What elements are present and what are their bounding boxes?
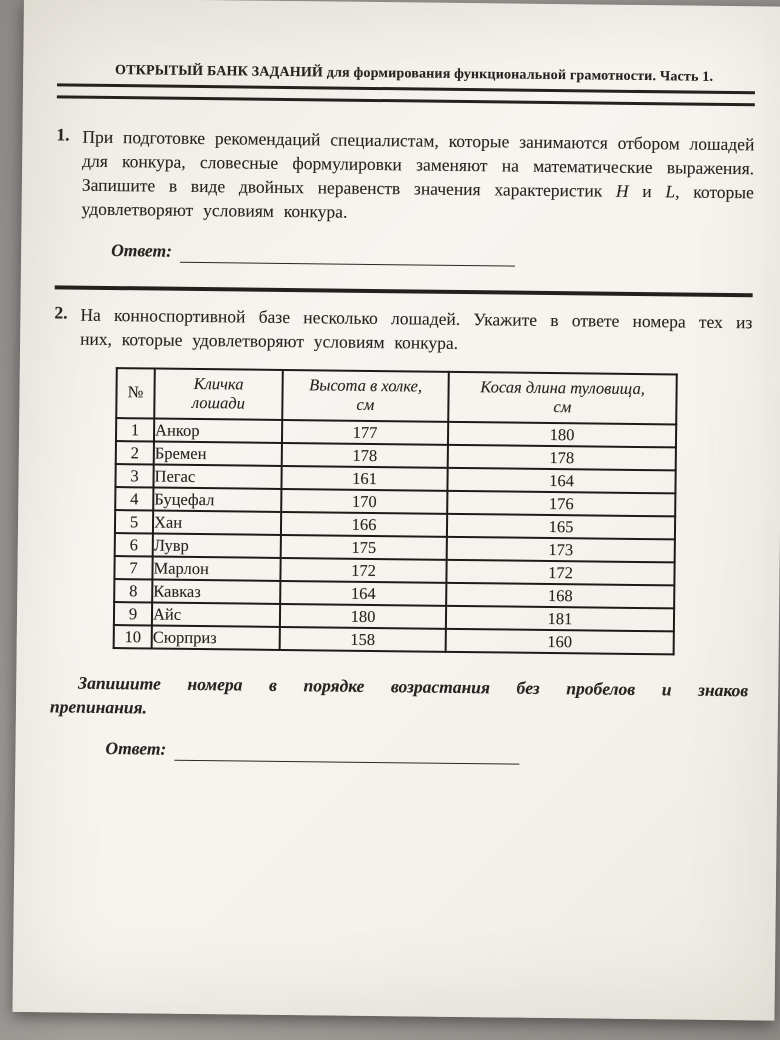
task-1-answer-label: Ответ: — [111, 239, 173, 261]
cell-length: 168 — [446, 583, 674, 609]
cell-number: 5 — [115, 510, 153, 533]
cell-height: 158 — [280, 627, 446, 652]
section-divider — [55, 285, 753, 297]
cell-number: 9 — [114, 602, 152, 625]
cell-name: Анкор — [154, 418, 282, 442]
cell-number: 6 — [115, 533, 153, 556]
header-cell-height: Высота в холке, см — [282, 370, 449, 422]
cell-name: Кавказ — [152, 579, 280, 603]
cell-length: 176 — [447, 491, 675, 517]
cell-length: 181 — [446, 606, 674, 632]
cell-height: 177 — [282, 420, 448, 445]
paper-sheet — [12, 0, 780, 1021]
task-1-answer-line — [180, 240, 515, 266]
cell-height: 166 — [281, 512, 447, 537]
cell-length: 165 — [447, 514, 675, 540]
cell-height: 172 — [280, 558, 446, 583]
cell-height: 164 — [280, 581, 446, 606]
task-1-number: 1. — [56, 124, 70, 145]
cell-number: 10 — [114, 625, 152, 648]
cell-number: 8 — [114, 579, 152, 602]
task-1-text-mid: и — [628, 181, 666, 202]
cell-height: 180 — [280, 604, 446, 629]
cell-number: 3 — [115, 464, 153, 487]
header-cell-name: Кличка лошади — [154, 368, 283, 419]
task-1 — [55, 124, 754, 228]
task-1-text-part1: При подготовке рекомендаций специалистам, которые занимаются отбором лошадей для конкура, словесные формулировки заменяют на математические выражения. Запишите в виде двойных неравенств значения характеристик — [81, 126, 755, 202]
cell-height: 175 — [281, 535, 447, 560]
header-cell-length: Косая длина туловища, см — [448, 372, 677, 425]
cell-name: Лувр — [153, 533, 281, 557]
header-cell-number: № — [116, 368, 155, 418]
variable-h: H — [615, 181, 629, 202]
cell-number: 2 — [116, 441, 154, 464]
task-2-number: 2. — [54, 301, 68, 323]
cell-length: 180 — [448, 422, 676, 448]
cell-name: Марлон — [152, 556, 280, 580]
task-1-text-part2: , которые удовлетворяют условиям конкура. — [81, 181, 754, 223]
cell-length: 178 — [448, 445, 676, 471]
task-1-text — [81, 125, 754, 229]
cell-length: 160 — [446, 629, 674, 655]
cell-name: Пегас — [153, 464, 281, 488]
cell-height: 170 — [281, 489, 447, 514]
horses-table — [113, 367, 678, 655]
task-2-answer-label: Ответ: — [105, 737, 167, 759]
task-2-text: На конноспортивной базе несколько лошадей. Укажите в ответе номера тех из них, которые удовлетворяют условиям конкура. — [80, 304, 753, 353]
variable-l: L — [665, 181, 676, 202]
document-header-title: ОТКРЫТЫЙ БАНК ЗАДАНИЙ для формирования функциональной грамотности. Часть 1. — [114, 63, 714, 85]
cell-height: 178 — [282, 443, 448, 468]
document-content — [15, 0, 780, 767]
cell-height: 161 — [281, 466, 447, 491]
task-1-answer-row — [111, 240, 753, 269]
table-header-row — [116, 368, 677, 424]
header-double-rule — [57, 83, 755, 106]
cell-number: 1 — [116, 418, 154, 441]
cell-name: Буцефал — [153, 487, 281, 511]
cell-name: Айс — [152, 602, 280, 626]
cell-name: Бремен — [154, 441, 282, 465]
cell-name: Сюрприз — [152, 625, 280, 649]
task-2-answer-line — [174, 739, 519, 765]
task-2-answer-row — [105, 738, 747, 767]
cell-length: 172 — [446, 560, 674, 586]
cell-number: 4 — [115, 487, 153, 510]
cell-name: Хан — [153, 510, 281, 534]
task-2-note: Запишите номера в порядке возрастания без пробелов и знаков препинания. — [49, 672, 749, 718]
cell-number: 7 — [114, 556, 152, 579]
task-2 — [54, 302, 753, 358]
cell-length: 164 — [447, 468, 675, 494]
cell-length: 173 — [447, 537, 675, 563]
